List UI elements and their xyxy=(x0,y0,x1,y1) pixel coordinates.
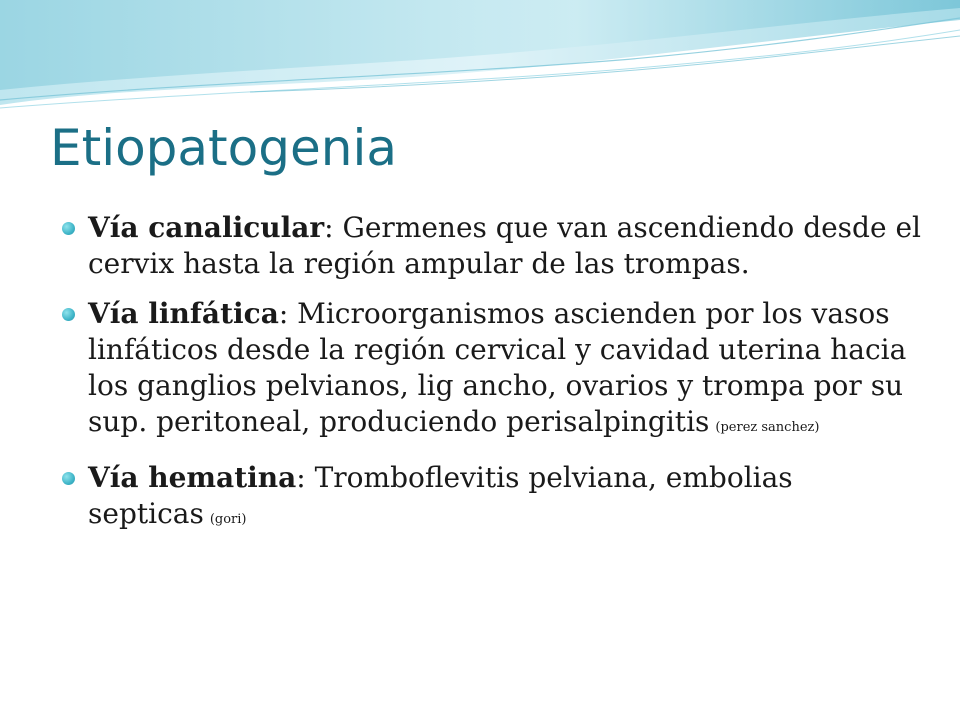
bullet-term: Vía canalicular xyxy=(88,211,325,244)
bullet-item-via-canalicular xyxy=(88,210,933,282)
bullet-text: : Tromboflevitis pelviana, embolias septicas xyxy=(88,461,793,530)
bullet-item-via-hematina xyxy=(88,460,933,538)
bullet-citation: (gori) xyxy=(209,512,247,527)
bullet-term: Vía linfática xyxy=(88,297,279,330)
bullet-item-via-linfatica xyxy=(88,296,933,446)
bullet-citation: (perez sanchez) xyxy=(715,420,820,435)
wave-band-front xyxy=(0,0,960,90)
bullet-term: Vía hematina xyxy=(88,461,297,494)
bullet-text: : Microorganismos ascienden por los vasos linfáticos desde la región cervical y cavidad uterina hacia los ganglios pelvianos, lig ancho, ovarios y trompa por su sup. peritoneal, produciendo perisalpingitis xyxy=(88,297,907,438)
slide-title: Etiopatogenia xyxy=(50,119,397,177)
bullet-text: : Germenes que van ascendiendo desde el cervix hasta la región ampular de las trompas. xyxy=(88,211,921,280)
bullet-dot-icon xyxy=(62,308,75,321)
bullet-dot-icon xyxy=(62,472,75,485)
bullet-dot-icon xyxy=(62,222,75,235)
bullet-list xyxy=(88,210,933,552)
header-wave-decoration xyxy=(0,0,960,130)
